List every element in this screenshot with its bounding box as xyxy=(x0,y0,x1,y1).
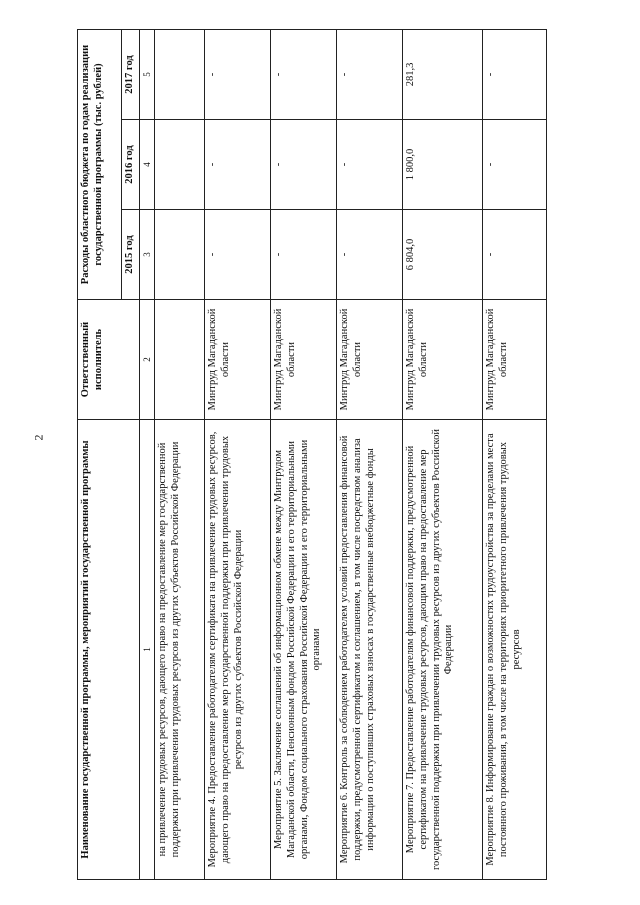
row-program-name: Мероприятие 8. Информирование граждан о возможностях трудоустройства за пределами места постоянного проживания, в том числе на территориях приоритетного привлечения трудовых ресурсов xyxy=(483,420,547,880)
row-program-name: Мероприятие 5. Заключение соглашений об информационном обмене между Минтрудом Магаданской области, Пенсионным фондом Российской Федерации и его территориальными органами, Фондом социального страхования Российской Федерации и его территориальными органами xyxy=(271,420,337,880)
row-value-2015: - xyxy=(337,210,403,300)
row-executor: Минтруд Магаданской области xyxy=(205,300,271,420)
row-program-name: на привлечение трудовых ресурсов, дающего право на предоставление мер государственной поддержки при привлечении трудовых ресурсов из других субъектов Российской Федерации xyxy=(155,420,205,880)
row-value-2015 xyxy=(155,210,205,300)
row-value-2015: - xyxy=(205,210,271,300)
column-number: 1 xyxy=(139,420,155,880)
page-number: 2 xyxy=(31,434,46,441)
header-year-2015: 2015 год xyxy=(122,210,140,300)
row-value-2016 xyxy=(155,120,205,210)
rotated-table-container xyxy=(77,30,547,880)
row-program-name: Мероприятие 4. Предоставление работодателям сертификата на привлечение трудовых ресурсов, дающего право на предоставление мер государственной поддержки при привлечении трудовых ресурсов из других субъектов Российской Федерации xyxy=(205,420,271,880)
header-year-2016: 2016 год xyxy=(122,120,140,210)
table-row xyxy=(205,29,271,879)
row-value-2016: - xyxy=(483,120,547,210)
row-value-2015: - xyxy=(271,210,337,300)
column-number: 3 xyxy=(139,210,155,300)
row-program-name: Мероприятие 6. Контроль за соблюдением работодателем условий предоставления финансовой поддержки, предусмотренной сертификатом и соглашением, в том числе посредством анализа информации о поступивших страховых взносах в государственные внебюджетные фонды xyxy=(337,420,403,880)
row-value-2016: - xyxy=(205,120,271,210)
row-value-2016: 1 800,0 xyxy=(403,120,483,210)
column-number: 2 xyxy=(139,300,155,420)
table-row xyxy=(271,29,337,879)
row-executor: Минтруд Магаданской области xyxy=(271,300,337,420)
row-value-2017: 281,3 xyxy=(403,29,483,119)
row-executor xyxy=(155,300,205,420)
table-row xyxy=(337,29,403,879)
row-value-2016: - xyxy=(271,120,337,210)
row-value-2017: - xyxy=(205,29,271,119)
row-value-2017 xyxy=(155,29,205,119)
row-executor: Минтруд Магаданской области xyxy=(403,300,483,420)
row-value-2015: - xyxy=(483,210,547,300)
budget-table xyxy=(77,29,547,880)
row-value-2017: - xyxy=(271,29,337,119)
header-expenses: Расходы областного бюджета по годам реализации государственной программы (тыс. рублей) xyxy=(78,29,122,299)
column-number: 5 xyxy=(139,29,155,119)
table-row xyxy=(155,29,205,879)
row-value-2016: - xyxy=(337,120,403,210)
column-number: 4 xyxy=(139,120,155,210)
row-value-2017: - xyxy=(337,29,403,119)
table-row xyxy=(483,29,547,879)
table-row xyxy=(403,29,483,879)
row-executor: Минтруд Магаданской области xyxy=(337,300,403,420)
row-value-2017: - xyxy=(483,29,547,119)
row-value-2015: 6 804,0 xyxy=(403,210,483,300)
header-year-2017: 2017 год xyxy=(122,29,140,119)
row-executor: Минтруд Магаданской области xyxy=(483,300,547,420)
header-executor: Ответственный исполнитель xyxy=(78,300,140,420)
row-program-name: Мероприятие 7. Предоставление работодателям финансовой поддержки, предусмотренной сертификатом на привлечение трудовых ресурсов, дающим право на предоставление мер государственной поддержки при привлечении трудовых ресурсов из других субъектов Российской Федерации xyxy=(403,420,483,880)
header-program-name: Наименование государственной программы, мероприятий государственной программы xyxy=(78,420,140,880)
